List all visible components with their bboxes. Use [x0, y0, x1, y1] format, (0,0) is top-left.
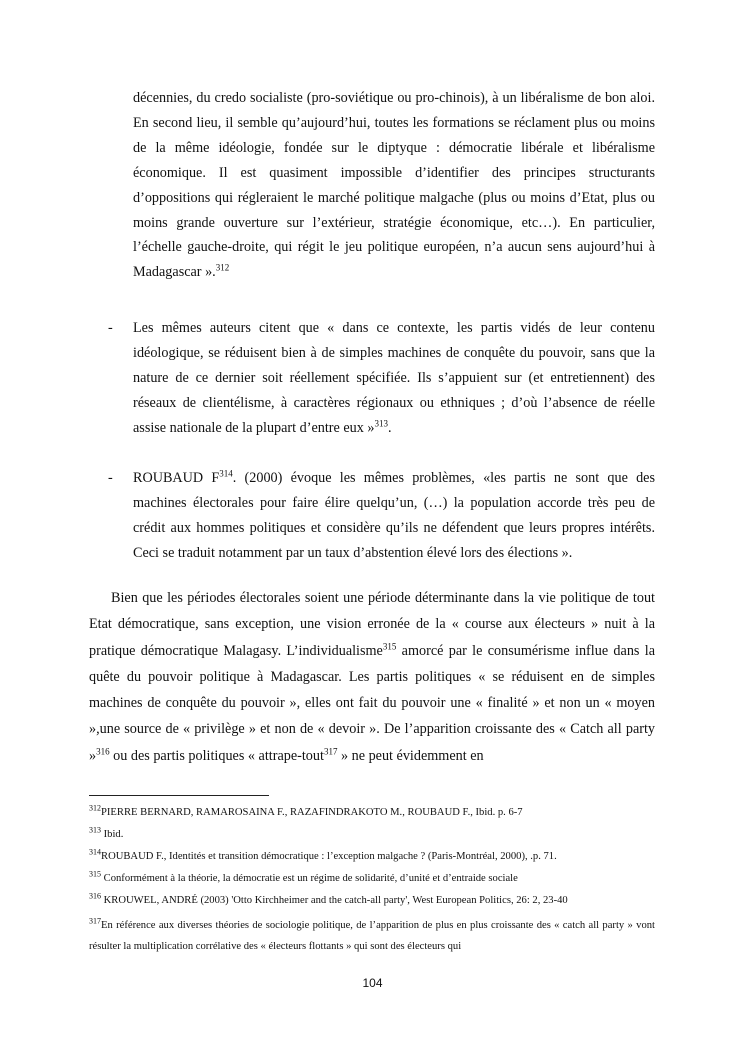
footnote-ref-317[interactable]: 317: [323, 746, 338, 757]
footnote-text: ROUBAUD F., Identités et transition démocratique : l’exception malgache ? (Paris-Montréal, 2000), .p. 71.: [101, 851, 557, 862]
body-paragraph: [89, 585, 655, 769]
bullet-item-1: [96, 316, 655, 441]
bullet-dash: -: [108, 320, 113, 336]
footnote-text: Conformément à la théorie, la démocratie est un régime de solidarité, d’unité et d’entraide sociale: [101, 873, 518, 884]
footnote-314: [89, 849, 655, 864]
quote-text: décennies, du credo socialiste (pro-soviétique ou pro-chinois), à un libéralisme de bon aloi. En second lieu, il semble qu’aujourd’hui, toutes les formations se réclament plus ou moins de la même idéologie, fondée sur le diptyque : démocratie libérale et libéralisme économique. Il est quasiment impossible d’identifier des principes structurants d’oppositions qui régleraient le marché politique malgache (plus ou moins d’Etat, plus ou moins grande ouverture sur l’extérieur, stratégie économique, etc…). En particulier, l’échelle gauche-droite, qui régit le jeu politique européen, n’a aucun sens aujourd’hui à Madagascar ».: [133, 90, 655, 281]
footnote-number: 317: [89, 916, 101, 926]
paragraph-part-3: ou des partis politiques « attrape-tout: [109, 747, 324, 764]
paragraph-part-1: Bien que les périodes électorales soient une période déterminante dans la vie politique de tout Etat démocratique, sans exception, une vision erronée de la « course aux électeurs » nuit à la pratique démocratique Malagasy. L’individualisme: [89, 590, 655, 659]
footnote-number: 313: [89, 825, 101, 835]
bullet-lead: ROUBAUD F: [133, 470, 220, 486]
footnote-317: [89, 915, 655, 957]
footnote-ref-316[interactable]: 316: [96, 746, 110, 757]
page-number: 104: [362, 976, 383, 990]
quote-continuation: [133, 86, 655, 285]
bullet-item-2: [96, 466, 655, 566]
footnote-ref-315[interactable]: 315: [382, 640, 397, 651]
footnote-313: [89, 827, 655, 842]
footnote-text: En référence aux diverses théories de sociologie politique, de l’apparition de plus en plus croissante des « catch all party » vont résulter la multiplication corrélative des « électeurs flottants » qui sont des électeurs qui: [89, 920, 655, 952]
footnote-316: [89, 893, 655, 908]
bullet-text: [133, 316, 655, 441]
footnote-separator: [89, 795, 269, 796]
footnote-text: Ibid.: [101, 829, 124, 840]
footnote-ref-314[interactable]: 314: [219, 468, 233, 479]
footnote-number: 314: [89, 847, 101, 857]
footnote-number: 316: [89, 891, 101, 901]
footnote-312: [89, 805, 655, 820]
paragraph-part-4: » ne peut évidemment en: [337, 747, 484, 764]
footnote-text: KROUWEL, ANDRÉ (2003) 'Otto Kirchheimer and the catch-all party', West European Politics, 26: 2, 23-40: [101, 895, 568, 906]
footnote-number: 312: [89, 803, 101, 813]
bullet-text: [133, 466, 655, 566]
footnotes: [89, 805, 655, 964]
footnote-number: 315: [89, 869, 101, 879]
footnote-315: [89, 871, 655, 886]
footnote-ref-312[interactable]: 312: [215, 262, 230, 273]
bullet-dash: -: [108, 470, 113, 486]
bullet-body: . (2000) évoque les mêmes problèmes, «les partis ne sont que des machines électorales pour faire élire quelqu’un, (…) la population accorde très peu de crédit aux hommes politiques et considère qu’ils ne défendent que leurs propres intérêts. Ceci se traduit notamment par un taux d’abstention élevé lors des élections ».: [133, 470, 656, 561]
bullet-body: Les mêmes auteurs citent que « dans ce contexte, les partis vidés de leur contenu idéologique, se réduisent bien à de simples machines de conquête du pouvoir, sans que la nature de ce dernier soit réellement spécifiée. Ils s’appuient sur (et entretiennent) des réseaux de clientélisme, à caractères régionaux ou ethniques ; d’où l’absence de réelle assise nationale de la plupart d’entre eux »: [133, 320, 655, 436]
footnote-ref-313[interactable]: 313: [374, 417, 388, 428]
bullet-tail: .: [388, 419, 392, 436]
paragraph-part-2: amorcé par le consumérisme influe dans la quête du pouvoir politique à Madagascar. Les partis politiques « se réduisent en de simples machines de conquête du pouvoir », elles ont fait du pouvoir une « finalité » et non un « moyen »,une source de « privilège » et non de « devoir ». De l’apparition croissante des « Catch all party »: [89, 642, 656, 764]
footnote-text: PIERRE BERNARD, RAMAROSAINA F., RAZAFINDRAKOTO M., ROUBAUD F., Ibid. p. 6-7: [101, 807, 523, 818]
